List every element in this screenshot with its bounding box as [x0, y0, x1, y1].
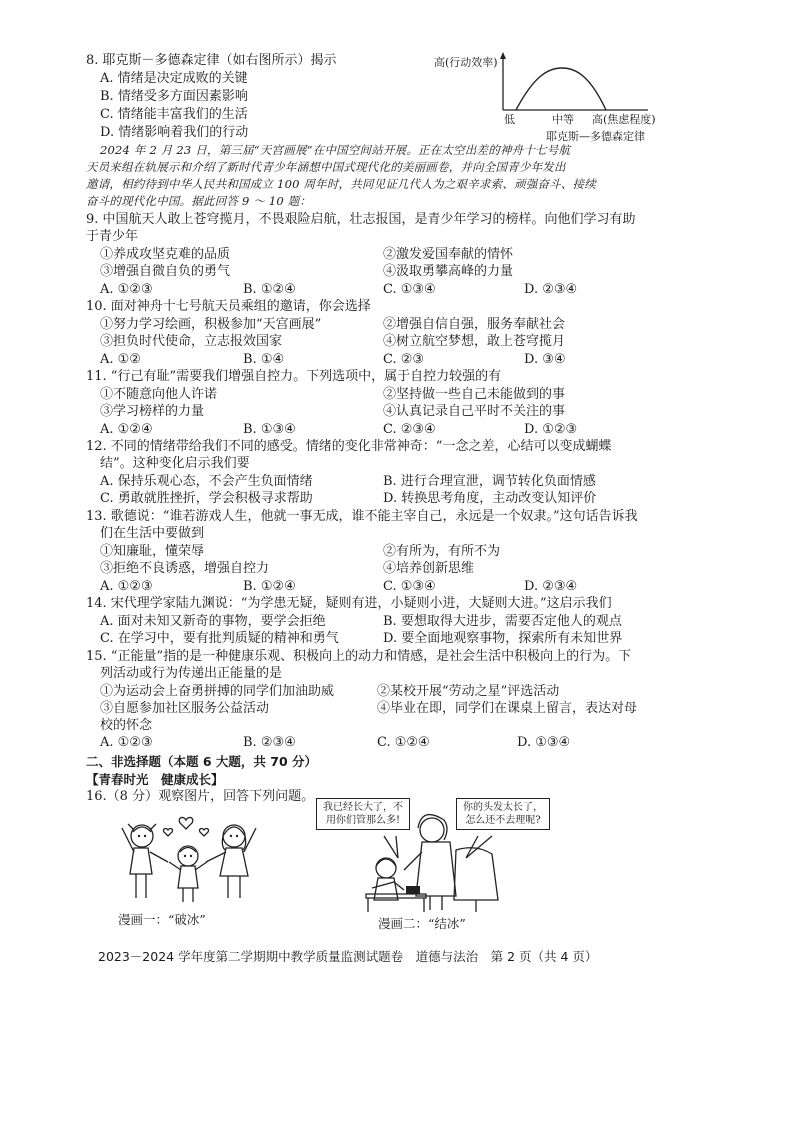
q11-option-d: D. ①②③ [524, 422, 578, 437]
q10-item-3: ③担负时代使命，立志报效国家 [100, 334, 283, 349]
q10-option-d: D. ③④ [524, 352, 566, 367]
yerkes-dodson-figure [430, 48, 660, 148]
q13-item-3: ③拒绝不良诱惑，增强自控力 [100, 561, 270, 576]
q8-option-d: D. 情绪影响着我们的行动 [100, 125, 249, 140]
q13-option-b: B. ①②④ [243, 579, 296, 594]
q9-option-b: B. ①②④ [243, 282, 296, 297]
x-axis-mid-label: 中等 [552, 113, 574, 126]
q9-stem-line-2: 于青少年 [86, 229, 139, 244]
q11-item-2: ②坚持做一些自己未能做到的事 [383, 387, 566, 402]
q14-option-b: B. 要想取得大进步，需要否定他人的观点 [383, 614, 622, 629]
q12-option-a: A. 保持乐观心态，不会产生负面情绪 [100, 474, 313, 489]
q10-item-2: ②增强自信自强，服务奉献社会 [383, 317, 566, 332]
q10-option-c: C. ②③ [383, 352, 425, 367]
figure-caption: 耶克斯—多德森定律 [546, 130, 645, 143]
q12-stem-line-2: 结”。这种变化启示我们要 [100, 456, 250, 471]
q14-stem: 14. 宋代理学家陆九渊说：“为学患无疑，疑则有进，小疑则小进，大疑则大进。”这启示我们 [86, 596, 612, 611]
intro-line-2: 天员来组在轨展示和介绍了新时代青少年涵想中国式现代化的美丽画卷，并向全国青少年发出 [86, 160, 566, 174]
intro-line-3: 邀请，相约待到中华人民共和国成立 100 周年时，共同见证几代人为之艰辛求索、顽强奋斗、接续 [86, 177, 596, 191]
q15-option-b: B. ②③④ [243, 735, 296, 750]
x-axis-high-label: 高(焦虑程度) [592, 113, 656, 126]
q11-item-1: ①不随意向他人许诺 [100, 387, 218, 402]
q9-item-3: ③增强自微自负的勇气 [100, 264, 231, 279]
q11-item-4: ④认真记录自己平时不关注的事 [383, 404, 566, 419]
q9-option-a: A. ①②③ [100, 282, 153, 297]
q15-item-4: ④毕业在即，同学们在课桌上留言，表达对母 [377, 701, 638, 716]
q13-option-c: C. ①③④ [383, 579, 436, 594]
inverted-u-curve [516, 68, 606, 110]
section-2-subtitle: 【青春时光 健康成长】 [86, 772, 224, 787]
q12-option-c: C. 勇敢就胜挫折，学会积极寻求帮助 [100, 491, 313, 506]
q13-option-a: A. ①②③ [100, 579, 153, 594]
intro-line-1: 2024 年 2 月 23 日，第三届“天宫画展”在中国空间站开展。正在太空出差的神舟十七号航 [100, 143, 571, 157]
q15-item-4-cont: 校的怀念 [100, 718, 153, 733]
y-axis-label: 高(行动效率) [434, 56, 498, 69]
q8-option-c: C. 情绪能丰富我们的生活 [100, 107, 248, 122]
q11-option-c: C. ②③④ [383, 422, 436, 437]
q11-stem: 11. “行己有耻”需要我们增强自控力。下列选项中，属于自控力较强的有 [86, 369, 502, 384]
q14-option-a: A. 面对未知又新奇的事物，要学会拒绝 [100, 614, 326, 629]
q14-option-d: D. 要全面地观察事物，探索所有未知世界 [383, 631, 623, 646]
q15-option-d: D. ①③④ [517, 735, 571, 750]
q13-item-4: ④培养创新思维 [383, 561, 475, 576]
x-axis-low-label: 低 [504, 113, 515, 126]
q13-item-2: ②有所为，有所不为 [383, 544, 501, 559]
q9-option-d: D. ②③④ [524, 282, 578, 297]
section-2-title: 二、非选择题（本题 6 大题，共 70 分） [86, 754, 318, 769]
comic-2-illustration [306, 794, 566, 914]
q8-option-a: A. 情绪是决定成败的关键 [100, 71, 248, 86]
comic-1-caption: 漫画一：“破冰” [118, 912, 206, 927]
page-footer: 2023－2024 学年度第二学期期中教学质量监测试题卷 道德与法治 第 2 页（共 4 页） [98, 949, 598, 964]
q9-item-2: ②激发爱国奉献的情怀 [383, 247, 514, 262]
q13-stem-line-1: 13. 歌德说：“谁若游戏人生，他就一事无成，谁不能主宰自己，永远是一个奴隶。”这句话告诉我 [86, 509, 638, 524]
q11-item-3: ③学习榜样的力量 [100, 404, 205, 419]
q10-option-b: B. ①④ [243, 352, 285, 367]
q14-option-c: C. 在学习中，要有批判质疑的精神和勇气 [100, 631, 339, 646]
comic-1-illustration [98, 806, 278, 906]
q15-option-a: A. ①②③ [100, 735, 153, 750]
comic-2-caption: 漫画二：“结冰” [378, 916, 466, 931]
q8-stem: 8. 耶克斯－多德森定律（如右图所示）揭示 [86, 53, 337, 68]
q15-stem-line-2: 列活动或行为传递出正能量的是 [100, 666, 283, 681]
q15-item-1: ①为运动会上奋勇拼搏的同学们加油助威 [100, 684, 335, 699]
q9-item-4: ④汲取勇攀高峰的力量 [383, 264, 514, 279]
q12-option-d: D. 转换思考角度，主动改变认知评价 [383, 491, 597, 506]
q10-item-4: ④树立航空梦想，敢上苍穹揽月 [383, 334, 566, 349]
q13-item-1: ①知廉耻，懂荣辱 [100, 544, 205, 559]
q13-option-d: D. ②③④ [524, 579, 578, 594]
q11-option-a: A. ①②④ [100, 422, 153, 437]
q9-stem-line-1: 9. 中国航天人敢上苍穹揽月，不畏艰险启航，壮志报国，是青少年学习的榜样。向他们学习有助 [86, 212, 636, 227]
q16-stem: 16.（8 分）观察图片，回答下列问题。 [86, 789, 315, 804]
q11-option-b: B. ①③④ [243, 422, 296, 437]
q15-stem-line-1: 15. “正能量”指的是一种健康乐观、积极向上的动力和情感，是社会生活中积极向上的行为。下 [86, 649, 632, 664]
q12-option-b: B. 进行合理宣泄，调节转化负面情感 [383, 474, 596, 489]
q12-stem-line-1: 12. 不同的情绪带给我们不同的感受。情绪的变化非常神奇：“一念之差，心结可以变成蝴蝶 [86, 439, 612, 454]
q10-option-a: A. ①② [100, 352, 141, 367]
q15-option-c: C. ①②④ [377, 735, 430, 750]
y-axis-arrow [500, 52, 506, 59]
q9-option-c: C. ①③④ [383, 282, 436, 297]
speech-bubble-child: 我已经长大了，不用你们管那么多! [316, 798, 410, 830]
q8-option-b: B. 情绪受多方面因素影响 [100, 89, 248, 104]
q10-item-1: ①努力学习绘画，积极参加“天宫画展” [100, 317, 322, 332]
speech-bubble-parent: 你的头发太长了，怎么还不去理呢? [456, 798, 550, 830]
q13-stem-line-2: 们在生活中要做到 [100, 526, 205, 541]
intro-line-4: 奋斗的现代化中国。据此回答 9 ～ 10 题： [86, 194, 312, 208]
q15-item-3: ③自愿参加社区服务公益活动 [100, 701, 270, 716]
family-happy-svg [98, 806, 278, 906]
q9-item-1: ①养成攻坚克难的品质 [100, 247, 231, 262]
q15-item-2: ②某校开展“劳动之星”评选活动 [377, 684, 560, 699]
q10-stem: 10. 面对神舟十七号航天员乘组的邀请，你会选择 [86, 299, 371, 314]
